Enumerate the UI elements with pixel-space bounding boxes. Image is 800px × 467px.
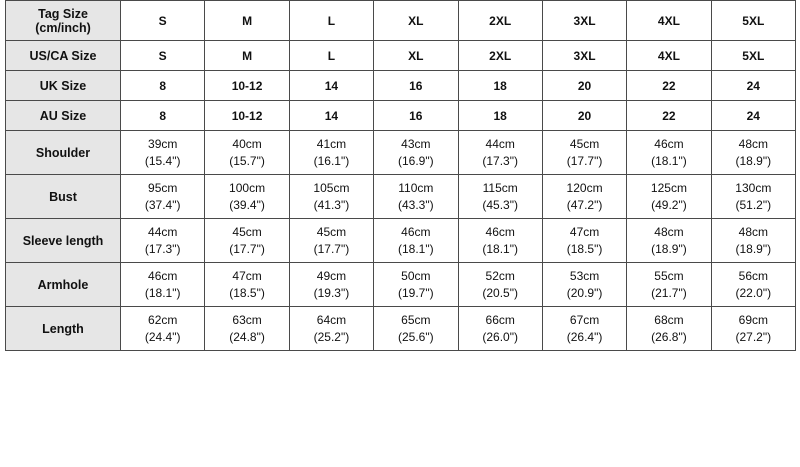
row-label: UK Size: [6, 71, 121, 101]
cm-value: 46cm: [148, 269, 178, 283]
cm-value: 44cm: [148, 225, 178, 239]
inch-value: (27.2"): [735, 330, 772, 344]
cm-value: 40cm: [232, 137, 262, 151]
tag-size-cell: S: [121, 1, 205, 41]
measure-cell: [374, 131, 458, 175]
measure-cell: [374, 263, 458, 307]
cm-value: 48cm: [738, 137, 768, 151]
inch-value: (51.2"): [735, 198, 772, 212]
inch-value: (17.3"): [144, 242, 181, 256]
measure-cell: [205, 219, 289, 263]
measure-cell: [711, 263, 795, 307]
inch-value: (18.1"): [398, 242, 434, 256]
inch-value: (18.9"): [735, 154, 772, 168]
inch-value: (17.3"): [482, 154, 518, 168]
measure-cell: [627, 175, 711, 219]
cm-value: 48cm: [738, 225, 768, 239]
cm-value: 67cm: [569, 313, 600, 327]
measure-cell: [205, 263, 289, 307]
size-cell: XL: [374, 41, 458, 71]
row-label: Shoulder: [6, 131, 121, 175]
inch-value: (41.3"): [313, 198, 350, 212]
tag-size-cell: XL: [374, 1, 458, 41]
armhole-row: [6, 263, 796, 307]
size-cell: M: [205, 41, 289, 71]
row-label: US/CA Size: [6, 41, 121, 71]
bust-row: [6, 175, 796, 219]
inch-value: (18.9"): [651, 242, 687, 256]
cm-value: 46cm: [485, 225, 515, 239]
tag-size-cell: 3XL: [542, 1, 626, 41]
size-cell: 10-12: [205, 71, 289, 101]
measure-cell: [627, 131, 711, 175]
row-label: Length: [6, 307, 121, 351]
measure-cell: [289, 263, 373, 307]
cm-value: 65cm: [401, 313, 431, 327]
tag-size-label: Tag Size: [38, 6, 88, 21]
inch-value: (15.4"): [144, 154, 181, 168]
measure-cell: [458, 307, 542, 351]
cm-value: 49cm: [316, 269, 347, 283]
us-ca-size-row: [6, 41, 796, 71]
tag-size-cell: M: [205, 1, 289, 41]
cm-value: 46cm: [654, 137, 684, 151]
inch-value: (25.6"): [398, 330, 434, 344]
size-cell: 5XL: [711, 41, 795, 71]
inch-value: (17.7"): [566, 154, 603, 168]
size-cell: 8: [121, 71, 205, 101]
cm-value: 62cm: [148, 313, 178, 327]
size-cell: 14: [289, 101, 373, 131]
inch-value: (22.0"): [735, 286, 772, 300]
inch-value: (49.2"): [651, 198, 687, 212]
size-cell: L: [289, 41, 373, 71]
row-label: Armhole: [6, 263, 121, 307]
inch-value: (21.7"): [651, 286, 687, 300]
measure-cell: [289, 307, 373, 351]
measure-cell: [374, 175, 458, 219]
measure-cell: [542, 307, 626, 351]
cm-value: 63cm: [232, 313, 262, 327]
sleeve-length-row: [6, 219, 796, 263]
cm-value: 45cm: [316, 225, 347, 239]
cm-value: 115cm: [482, 181, 518, 195]
measure-cell: [458, 175, 542, 219]
inch-value: (15.7"): [229, 154, 265, 168]
cm-value: 44cm: [485, 137, 515, 151]
cm-value: 41cm: [316, 137, 347, 151]
inch-value: (16.9"): [398, 154, 434, 168]
size-cell: 18: [458, 71, 542, 101]
size-cell: 10-12: [205, 101, 289, 131]
tag-size-cell: 5XL: [711, 1, 795, 41]
cm-value: 46cm: [401, 225, 431, 239]
inch-value: (25.2"): [313, 330, 350, 344]
cm-value: 39cm: [148, 137, 178, 151]
cm-value: 130cm: [735, 181, 772, 195]
inch-value: (19.3"): [313, 286, 350, 300]
inch-value: (18.5"): [566, 242, 603, 256]
measure-cell: [542, 131, 626, 175]
size-cell: 8: [121, 101, 205, 131]
cm-value: 105cm: [313, 181, 350, 195]
size-cell: 4XL: [627, 41, 711, 71]
cm-value: 53cm: [569, 269, 600, 283]
inch-value: (43.3"): [398, 198, 434, 212]
measure-cell: [711, 131, 795, 175]
inch-value: (24.4"): [144, 330, 181, 344]
size-cell: 22: [627, 101, 711, 131]
size-cell: 22: [627, 71, 711, 101]
cm-value: 120cm: [566, 181, 603, 195]
inch-value: (18.9"): [735, 242, 772, 256]
size-cell: 3XL: [542, 41, 626, 71]
cm-value: 47cm: [569, 225, 600, 239]
inch-value: (17.7"): [313, 242, 350, 256]
cm-value: 110cm: [398, 181, 434, 195]
size-cell: 16: [374, 101, 458, 131]
uk-size-row: [6, 71, 796, 101]
measure-cell: [289, 131, 373, 175]
measure-cell: [205, 175, 289, 219]
inch-value: (39.4"): [229, 198, 265, 212]
measure-cell: [627, 263, 711, 307]
measure-cell: [542, 175, 626, 219]
size-chart: [5, 0, 795, 351]
cm-value: 45cm: [569, 137, 600, 151]
measure-cell: [121, 307, 205, 351]
tag-size-unit-label: (cm/inch): [35, 20, 91, 35]
measure-cell: [121, 131, 205, 175]
cm-value: 100cm: [229, 181, 266, 195]
measure-cell: [121, 175, 205, 219]
cm-value: 56cm: [738, 269, 768, 283]
size-cell: 14: [289, 71, 373, 101]
inch-value: (37.4"): [144, 198, 181, 212]
measure-cell: [205, 307, 289, 351]
cm-value: 45cm: [232, 225, 262, 239]
size-cell: 20: [542, 71, 626, 101]
shoulder-row: [6, 131, 796, 175]
inch-value: (20.5"): [482, 286, 518, 300]
measure-cell: [289, 175, 373, 219]
tag-size-cell: 2XL: [458, 1, 542, 41]
cm-value: 55cm: [654, 269, 684, 283]
cm-value: 66cm: [485, 313, 515, 327]
cm-value: 69cm: [738, 313, 768, 327]
size-cell: 18: [458, 101, 542, 131]
tag-size-row: [6, 1, 796, 41]
tag-size-header: [6, 1, 121, 41]
size-cell: 24: [711, 101, 795, 131]
cm-value: 125cm: [650, 181, 687, 195]
inch-value: (20.9"): [566, 286, 603, 300]
cm-value: 64cm: [316, 313, 347, 327]
cm-value: 48cm: [654, 225, 684, 239]
measure-cell: [205, 131, 289, 175]
size-cell: 16: [374, 71, 458, 101]
length-row: [6, 307, 796, 351]
cm-value: 43cm: [401, 137, 431, 151]
tag-size-cell: L: [289, 1, 373, 41]
cm-value: 68cm: [654, 313, 684, 327]
cm-value: 50cm: [401, 269, 431, 283]
measure-cell: [458, 263, 542, 307]
size-cell: 24: [711, 71, 795, 101]
inch-value: (18.5"): [229, 286, 265, 300]
measure-cell: [121, 263, 205, 307]
measure-cell: [542, 219, 626, 263]
measure-cell: [121, 219, 205, 263]
inch-value: (18.1"): [144, 286, 181, 300]
inch-value: (17.7"): [229, 242, 265, 256]
row-label: Sleeve length: [6, 219, 121, 263]
measure-cell: [458, 131, 542, 175]
measure-cell: [627, 219, 711, 263]
size-cell: 2XL: [458, 41, 542, 71]
size-cell: 20: [542, 101, 626, 131]
inch-value: (16.1"): [313, 154, 350, 168]
measure-cell: [542, 263, 626, 307]
au-size-row: [6, 101, 796, 131]
measure-cell: [711, 307, 795, 351]
size-chart-table: [5, 0, 796, 351]
measure-cell: [711, 175, 795, 219]
inch-value: (47.2"): [566, 198, 603, 212]
cm-value: 52cm: [485, 269, 515, 283]
tag-size-cell: 4XL: [627, 1, 711, 41]
row-label: AU Size: [6, 101, 121, 131]
inch-value: (45.3"): [482, 198, 518, 212]
inch-value: (18.1"): [482, 242, 518, 256]
inch-value: (26.8"): [651, 330, 687, 344]
measure-cell: [289, 219, 373, 263]
inch-value: (26.4"): [566, 330, 603, 344]
cm-value: 95cm: [148, 181, 178, 195]
row-label: Bust: [6, 175, 121, 219]
inch-value: (24.8"): [229, 330, 265, 344]
measure-cell: [711, 219, 795, 263]
measure-cell: [374, 219, 458, 263]
measure-cell: [627, 307, 711, 351]
inch-value: (18.1"): [651, 154, 687, 168]
inch-value: (19.7"): [398, 286, 434, 300]
measure-cell: [374, 307, 458, 351]
size-cell: S: [121, 41, 205, 71]
inch-value: (26.0"): [482, 330, 518, 344]
cm-value: 47cm: [232, 269, 262, 283]
measure-cell: [458, 219, 542, 263]
